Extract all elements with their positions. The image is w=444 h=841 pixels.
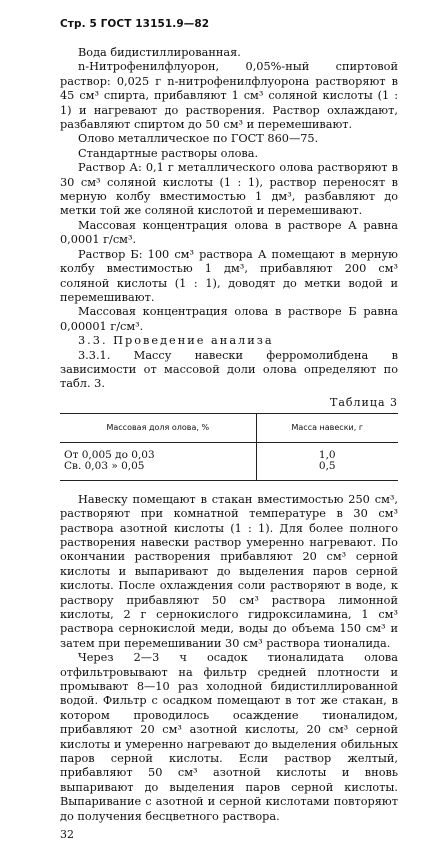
paragraph-solution-a-concentration: Массовая концентрация олова в растворе А равна 0,0001 г/см³. xyxy=(60,218,398,247)
table-cell-range: Св. 0,03 » 0,05 xyxy=(60,461,256,481)
paragraph-solution-b: Раствор Б: 100 см³ раствора А помещают в мерную колбу вместимостью 1 дм³, прибавляют 200 см³ соляной кислоты (1 : 1), доводят до метки водой и перемешивают. xyxy=(60,247,398,304)
table-header-mass: Масса навески, г xyxy=(256,413,398,442)
paragraph-nitrophenylfluorone: n-Нитрофенилфлуорон, 0,05%-ный спиртовой раствор: 0,025 г n-нитрофенилфлуорона растворяют в 45 см³ спирта, прибавляют 1 см³ соляной кислоты (1 : 1) и нагревают до растворения. Раствор охлаждают, разбавляют спиртом до 50 см³ и перемешивают. xyxy=(60,60,398,132)
section-paragraph: 3.3.1. Массу навески ферромолибдена в зависимости от массовой доли олова определяют по табл. 3. xyxy=(60,348,398,391)
table-row xyxy=(60,442,398,461)
paragraph-tin-metal: Олово металлическое по ГОСТ 860—75. xyxy=(78,132,319,146)
paragraph-dissolution: Навеску помещают в стакан вместимостью 250 см³, растворяют при комнатной температуре в 30 см³ раствора азотной кислоты (1 : 1). Для более полного растворения навески раствор умеренно нагревают. По окончании растворения прибавляют 20 см³ серной кислоты и выпаривают до выделения паров серной кислоты. После охлаждения соли растворяют в воде, к раствору прибавляют 50 см³ раствора лимонной кислоты, 2 г сернокислого гидроксиламина, 1 см³ раствора сернокислой меди, воды до объема 150 см³ и затем при перемешивании 30 см³ раствора тионалида. xyxy=(60,492,398,650)
table-header-fraction: Массовая доля олова, % xyxy=(60,413,256,442)
mass-table xyxy=(60,413,398,481)
table-row xyxy=(60,461,398,481)
running-head: Стр. 5 ГОСТ 13151.9—82 xyxy=(60,18,210,30)
table-cell-mass: 1,0 xyxy=(318,448,336,461)
paragraph-water: Вода бидистиллированная. xyxy=(78,46,241,59)
table-cell-mass: 0,5 xyxy=(256,461,398,481)
table-caption: Таблица 3 xyxy=(330,395,398,409)
table-cell-range: От 0,005 до 0,03 xyxy=(60,442,256,461)
section-heading: 3.3. Проведение анализа xyxy=(78,334,274,348)
paragraph-filtration: Через 2—3 ч осадок тионалидата олова отфильтровывают на фильтр средней плотности и промывают 8—10 раз холодной бидистиллированной водой. Фильтр с осадком помещают в тот же стакан, в котором проводилось осаждение тионалидом, прибавляют 20 см³ азотной кислоты, 20 см³ серной кислоты и умеренно нагревают до выделения обильных паров серной кислоты. Если раствор желтый, прибавляют 50 см³ азотной кислоты и вновь выпаривают до выделения паров серной кислоты. Выпаривание с азотной и серной кислотами повторяют до получения бесцветного раствора. xyxy=(60,651,398,823)
page-number: 32 xyxy=(60,828,74,841)
paragraph-solution-a: Раствор А: 0,1 г металлического олова растворяют в 30 см³ соляной кислоты (1 : 1), раствор переносят в мерную колбу вместимостью 1 дм³, разбавляют до метки той же соляной кислотой и перемешивают. xyxy=(60,161,398,218)
paragraph-standard-solutions: Стандартные растворы олова. xyxy=(78,146,259,160)
paragraph-solution-b-concentration: Массовая концентрация олова в растворе Б равна 0,00001 г/см³. xyxy=(60,305,398,333)
